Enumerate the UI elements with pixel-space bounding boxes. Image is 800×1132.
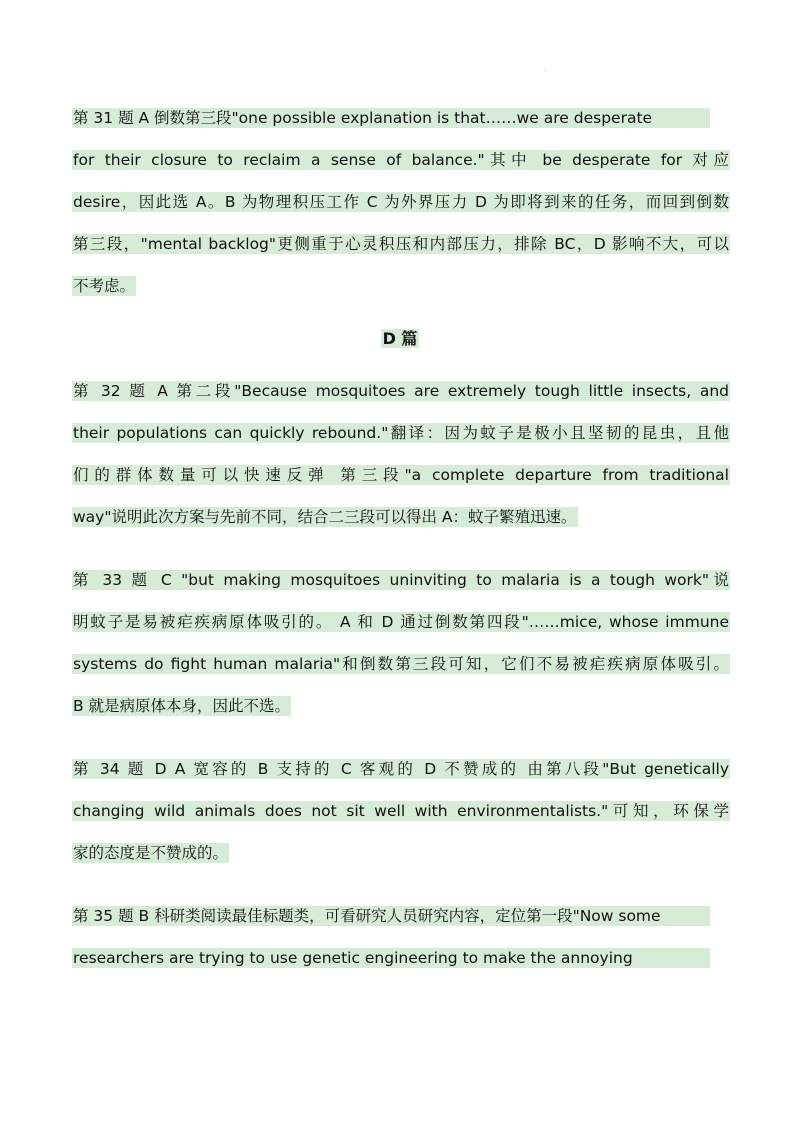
text-line: their populations can quickly rebound."翻译：因为蚊子是极小且坚韧的昆虫，且他 — [73, 424, 729, 442]
text-line: 们的群体数量可以快速反弹 第三段"a complete departure from traditional — [73, 466, 729, 484]
text-line: 第 33 题 C "but making mosquitoes uninviting to malaria is a tough work"说 — [73, 571, 729, 589]
text-line: 第三段，"mental backlog"更侧重于心灵积压和内部压力，排除 BC，D 影响不大，可以 — [73, 235, 729, 253]
text-line: changing wild animals does not sit well with environmentalists."可知，环保学 — [73, 802, 729, 820]
text-line: B 就是病原体本身，因此不选。 — [73, 697, 291, 715]
text-line: 第 31 题 A 倒数第三段"one possible explanation is that……we are desperate — [72, 108, 710, 128]
page-dot: . — [544, 64, 547, 73]
section-heading — [0, 327, 800, 351]
text-line: 不考虑。 — [73, 277, 136, 295]
text-line: systems do fight human malaria"和倒数第三段可知，它们不易被疟疾病原体吸引。 — [73, 655, 729, 673]
text-line: 第 35 题 B 科研类阅读最佳标题类，可看研究人员研究内容，定位第一段"Now some — [72, 906, 710, 926]
text-line: researchers are trying to use genetic engineering to make the annoying — [72, 948, 710, 968]
text-line: desire，因此选 A。B 为物理积压工作 C 为外界压力 D 为即将到来的任务，而回到倒数 — [73, 193, 729, 211]
text-line: 第 32 题 A 第二段"Because mosquitoes are extremely tough little insects, and — [73, 382, 729, 400]
text-line: for their closure to reclaim a sense of balance."其中 be desperate for 对应 — [73, 151, 729, 169]
section-heading-text: D 篇 — [382, 329, 418, 348]
text-line: 明蚊子是易被疟疾病原体吸引的。 A 和 D 通过倒数第四段"……mice, whose immune — [73, 613, 729, 631]
text-line: 家的态度是不赞成的。 — [73, 844, 229, 862]
text-line: 第 34 题 D A 宽容的 B 支持的 C 客观的 D 不赞成的 由第八段"But genetically — [73, 760, 729, 778]
text-line: way"说明此次方案与先前不同，结合二三段可以得出 A：蚊子繁殖迅速。 — [73, 508, 577, 526]
